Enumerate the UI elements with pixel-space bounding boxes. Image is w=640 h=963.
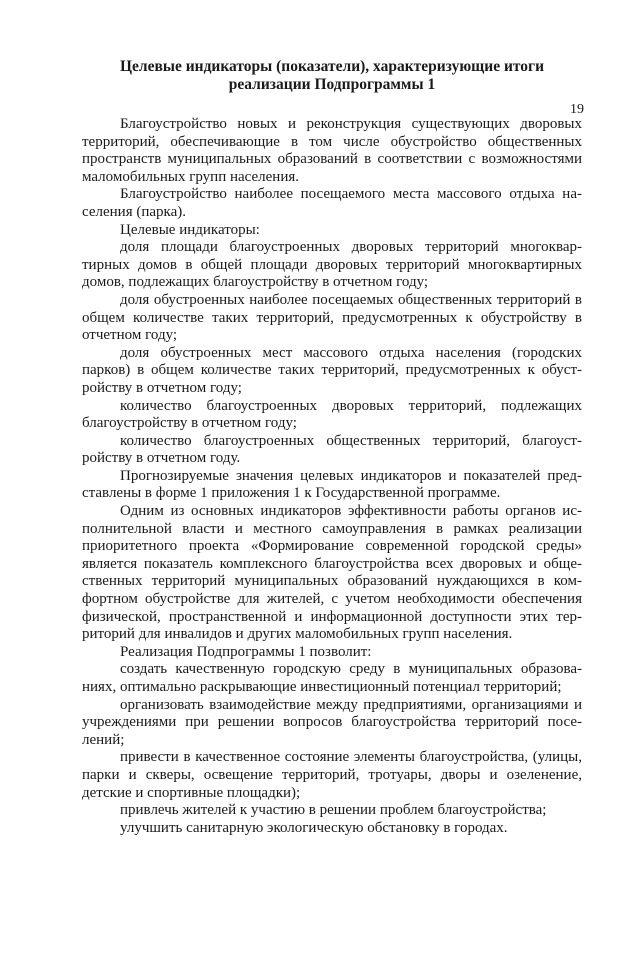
paragraph: Реализация Подпрограммы 1 позволит: [120, 643, 372, 660]
paragraph: Одним из основных индикаторов эффективности работы органов исполнительной власти и местного самоуправления в рамках реализации приоритетного проекта «Формирование современной городской среды» является показатель комплексного благоустройства всех дворовых и общественных территорий муниципальных образований нуждающихся в комфортном обустройстве для жителей, с учетом необходимости обеспечения физической, пространственной и информационной доступности этих территорий для инвалидов и других маломобильных групп населения. [82, 503, 582, 643]
paragraph: доля обустроенных наиболее посещаемых общественных территорий в общем количестве таких территорий, предусмотренных к обустройству в отчетном году; [82, 291, 582, 344]
paragraph: доля площади благоустроенных дворовых территорий многоквартирных домов в общей площади дворовых территорий многоквартирных домов, подлежащих благоустройству в отчетном году; [82, 239, 582, 291]
paragraph: количество благоустроенных дворовых территорий, подлежащих благоустройству в отчетном году; [82, 397, 582, 432]
document-body [82, 116, 582, 837]
paragraph: Благоустройство новых и реконструкция существующих дворовых территорий, обеспечивающие в том числе обустройство общественных пространств муниципальных образований в соответствии с возможностями маломобильных групп населения. [82, 116, 582, 185]
paragraph: количество благоустроенных общественных территорий, благоустройству в отчетном году. [82, 432, 582, 467]
paragraph: организовать взаимодействие между предприятиями, организациями и учреждениями при решении вопросов благоустройства территорий поселений; [82, 696, 582, 748]
paragraph: доля обустроенных мест массового отдыха населения (городских парков) в общем количестве таких территорий, предусмотренных к обустройству в отчетном году; [82, 344, 582, 396]
section-title [82, 58, 582, 94]
paragraph: Прогнозируемые значения целевых индикаторов и показателей представлены в форме 1 приложения 1 к Государственной программе. [82, 467, 582, 502]
paragraph: привлечь жителей к участию в решении проблем благоустройства; [120, 802, 547, 819]
section-title-line-2: реализации Подпрограммы 1 [228, 76, 436, 93]
document-page [0, 58, 640, 963]
paragraph: Благоустройство наиболее посещаемого места массового отдыха населения (парка). [82, 186, 582, 220]
page-number: 19 [570, 102, 584, 117]
paragraph: улучшить санитарную экологическую обстановку в городах. [120, 819, 508, 836]
paragraph: привести в качественное состояние элементы благоустройства, (улицы, парки и скверы, освещение территорий, тротуары, дворы и озеленение, детские и спортивные площадки); [82, 749, 582, 801]
paragraph: создать качественную городскую среду в муниципальных образованиях, оптимально раскрывающие инвестиционный потенциал территорий; [82, 661, 582, 695]
section-title-line-1: Целевые индикаторы (показатели), характеризующие итоги [119, 58, 545, 75]
paragraph: Целевые индикаторы: [120, 221, 260, 238]
